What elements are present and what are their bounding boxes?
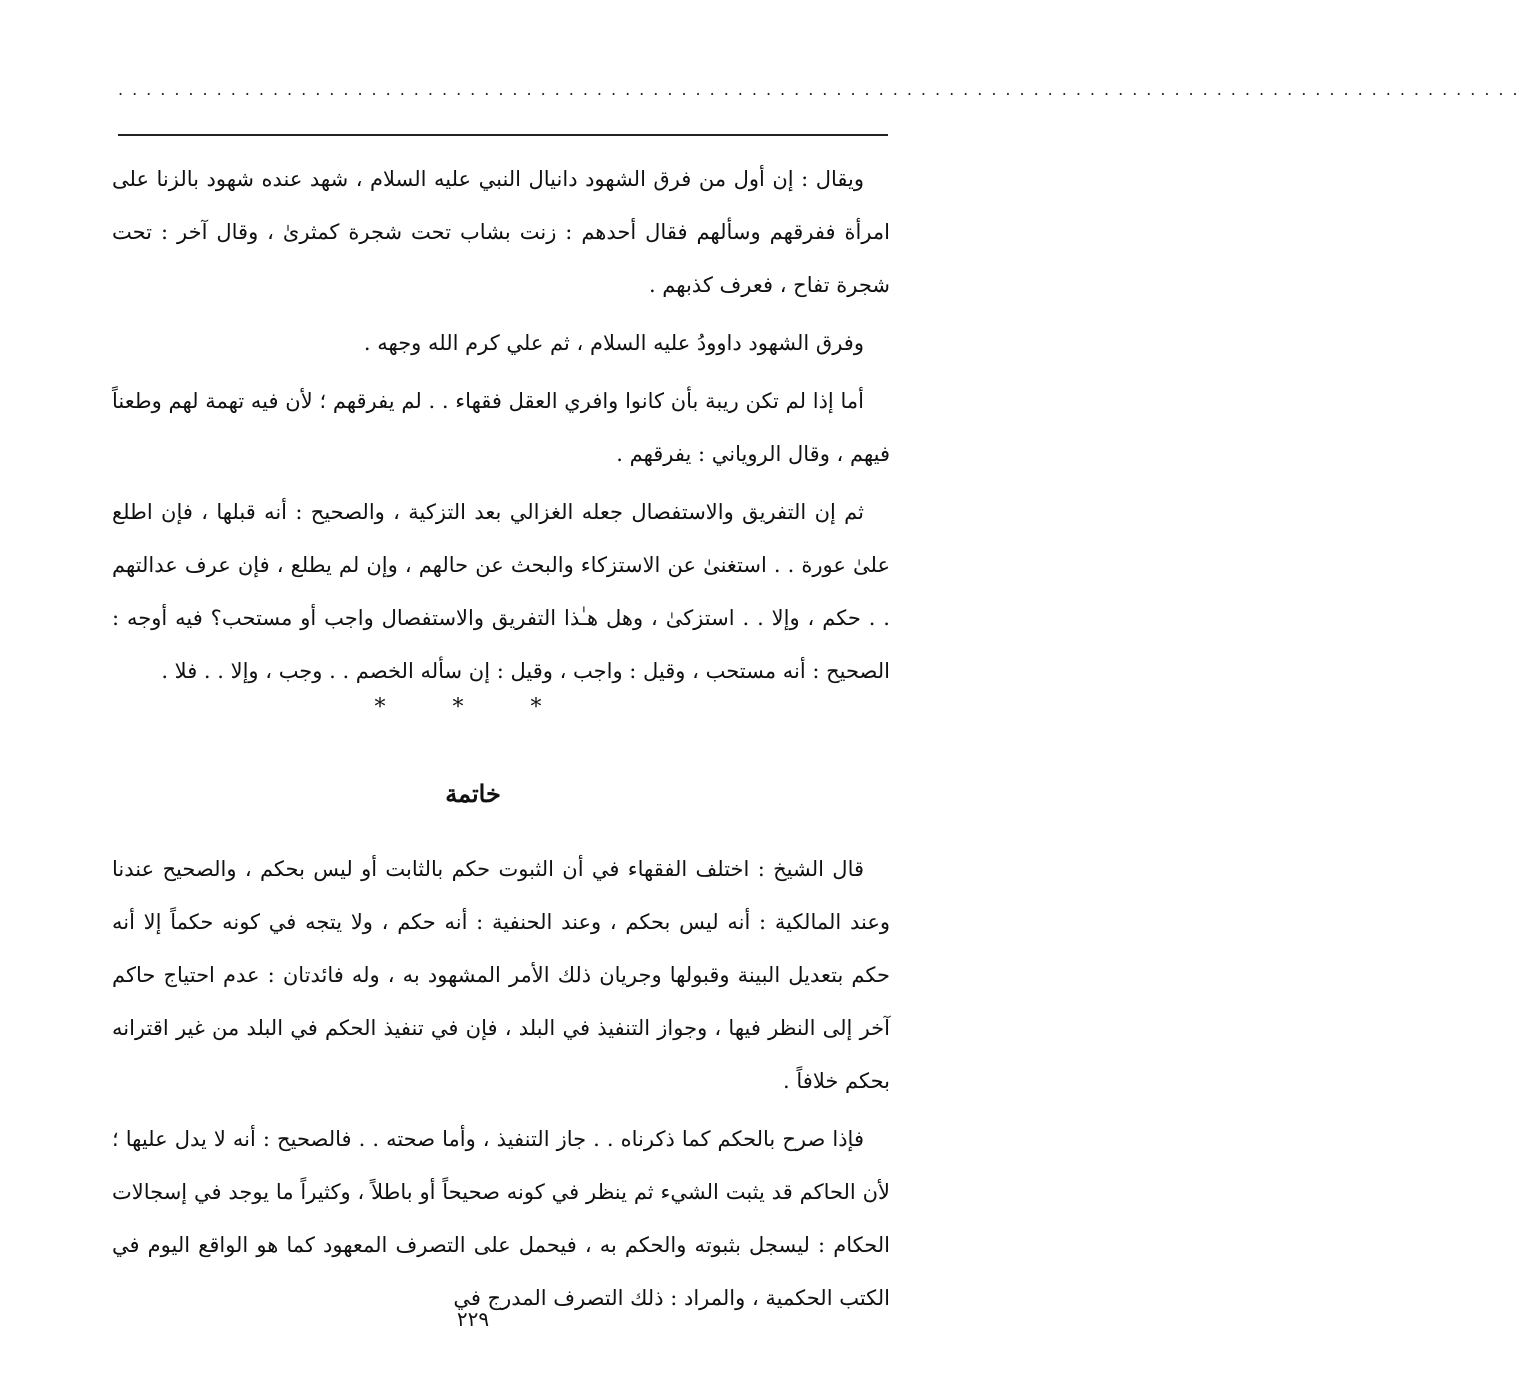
paragraph-thubut: قال الشيخ : اختلف الفقهاء في أن الثبوت حكم بالثابت أو ليس بحكم ، والصحيح عندنا وعند المالكية : أنه ليس بحكم ، وعند الحنفية : أنه حكم ، ولا يتجه في كونه حكماً إلا أنه حكم بتعديل البينة وقبولها وجريان ذلك الأمر المشهود به ، وله فائدتان : عدم احتياج حاكم آخر إلى النظر فيها ، وجواز التنفيذ في البلد ، فإن في تنفيذ الحكم في البلد من غير اقترانه بحكم خلافاً . bbox=[112, 857, 890, 1093]
paragraph-dawud: وفرق الشهود داوودُ عليه السلام ، ثم علي كرم الله وجهه . bbox=[363, 331, 864, 355]
section-separator-stars: * * * bbox=[374, 695, 572, 720]
header-dotted-line: .................................................................................................... bbox=[118, 80, 1527, 99]
main-text-section bbox=[112, 153, 890, 698]
conclusion-text-section bbox=[112, 843, 890, 1325]
paragraph-daniel: ويقال : إن أول من فرق الشهود دانيال النبي عليه السلام ، شهد عنده شهود بالزنا على امرأة ففرقهم وسألهم فقال أحدهم : زنت بشاب تحت شجرة كمثرىٰ ، وقال آخر : تحت شجرة تفاح ، فعرف كذبهم . bbox=[112, 167, 890, 297]
section-heading: خاتمة bbox=[445, 779, 501, 808]
page-number: ٢٢٩ bbox=[456, 1307, 490, 1331]
paragraph-no-doubt: أما إذا لم تكن ريبة بأن كانوا وافري العقل فقهاء . . لم يفرقهم ؛ لأن فيه تهمة لهم وطعناً فيهم ، وقال الروياني : يفرقهم . bbox=[112, 389, 890, 466]
paragraph-tafriq: ثم إن التفريق والاستفصال جعله الغزالي بعد التزكية ، والصحيح : أنه قبلها ، فإن اطلع علىٰ عورة . . استغنىٰ عن الاستزكاء والبحث عن حالهم ، وإن لم يطلع ، فإن عرف عدالتهم . . حكم ، وإلا . . استزكىٰ ، وهل هـٰذا التفريق والاستفصال واجب أو مستحب؟ فيه أوجه : الصحيح : أنه مستحب ، وقيل : واجب ، وقيل : إن سأله الخصم . . وجب ، وإلا . . فلا . bbox=[112, 500, 890, 683]
header-rule bbox=[118, 134, 888, 136]
paragraph-sarraha: فإذا صرح بالحكم كما ذكرناه . . جاز التنفيذ ، وأما صحته . . فالصحيح : أنه لا يدل عليها ؛ لأن الحاكم قد يثبت الشيء ثم ينظر في كونه صحيحاً أو باطلاً ، وكثيراً ما يوجد في إسجالات الحكام : ليسجل بثبوته والحكم به ، فيحمل على التصرف المعهود كما هو الواقع اليوم في الكتب الحكمية ، والمراد : ذلك التصرف المدرج في bbox=[112, 1127, 890, 1310]
